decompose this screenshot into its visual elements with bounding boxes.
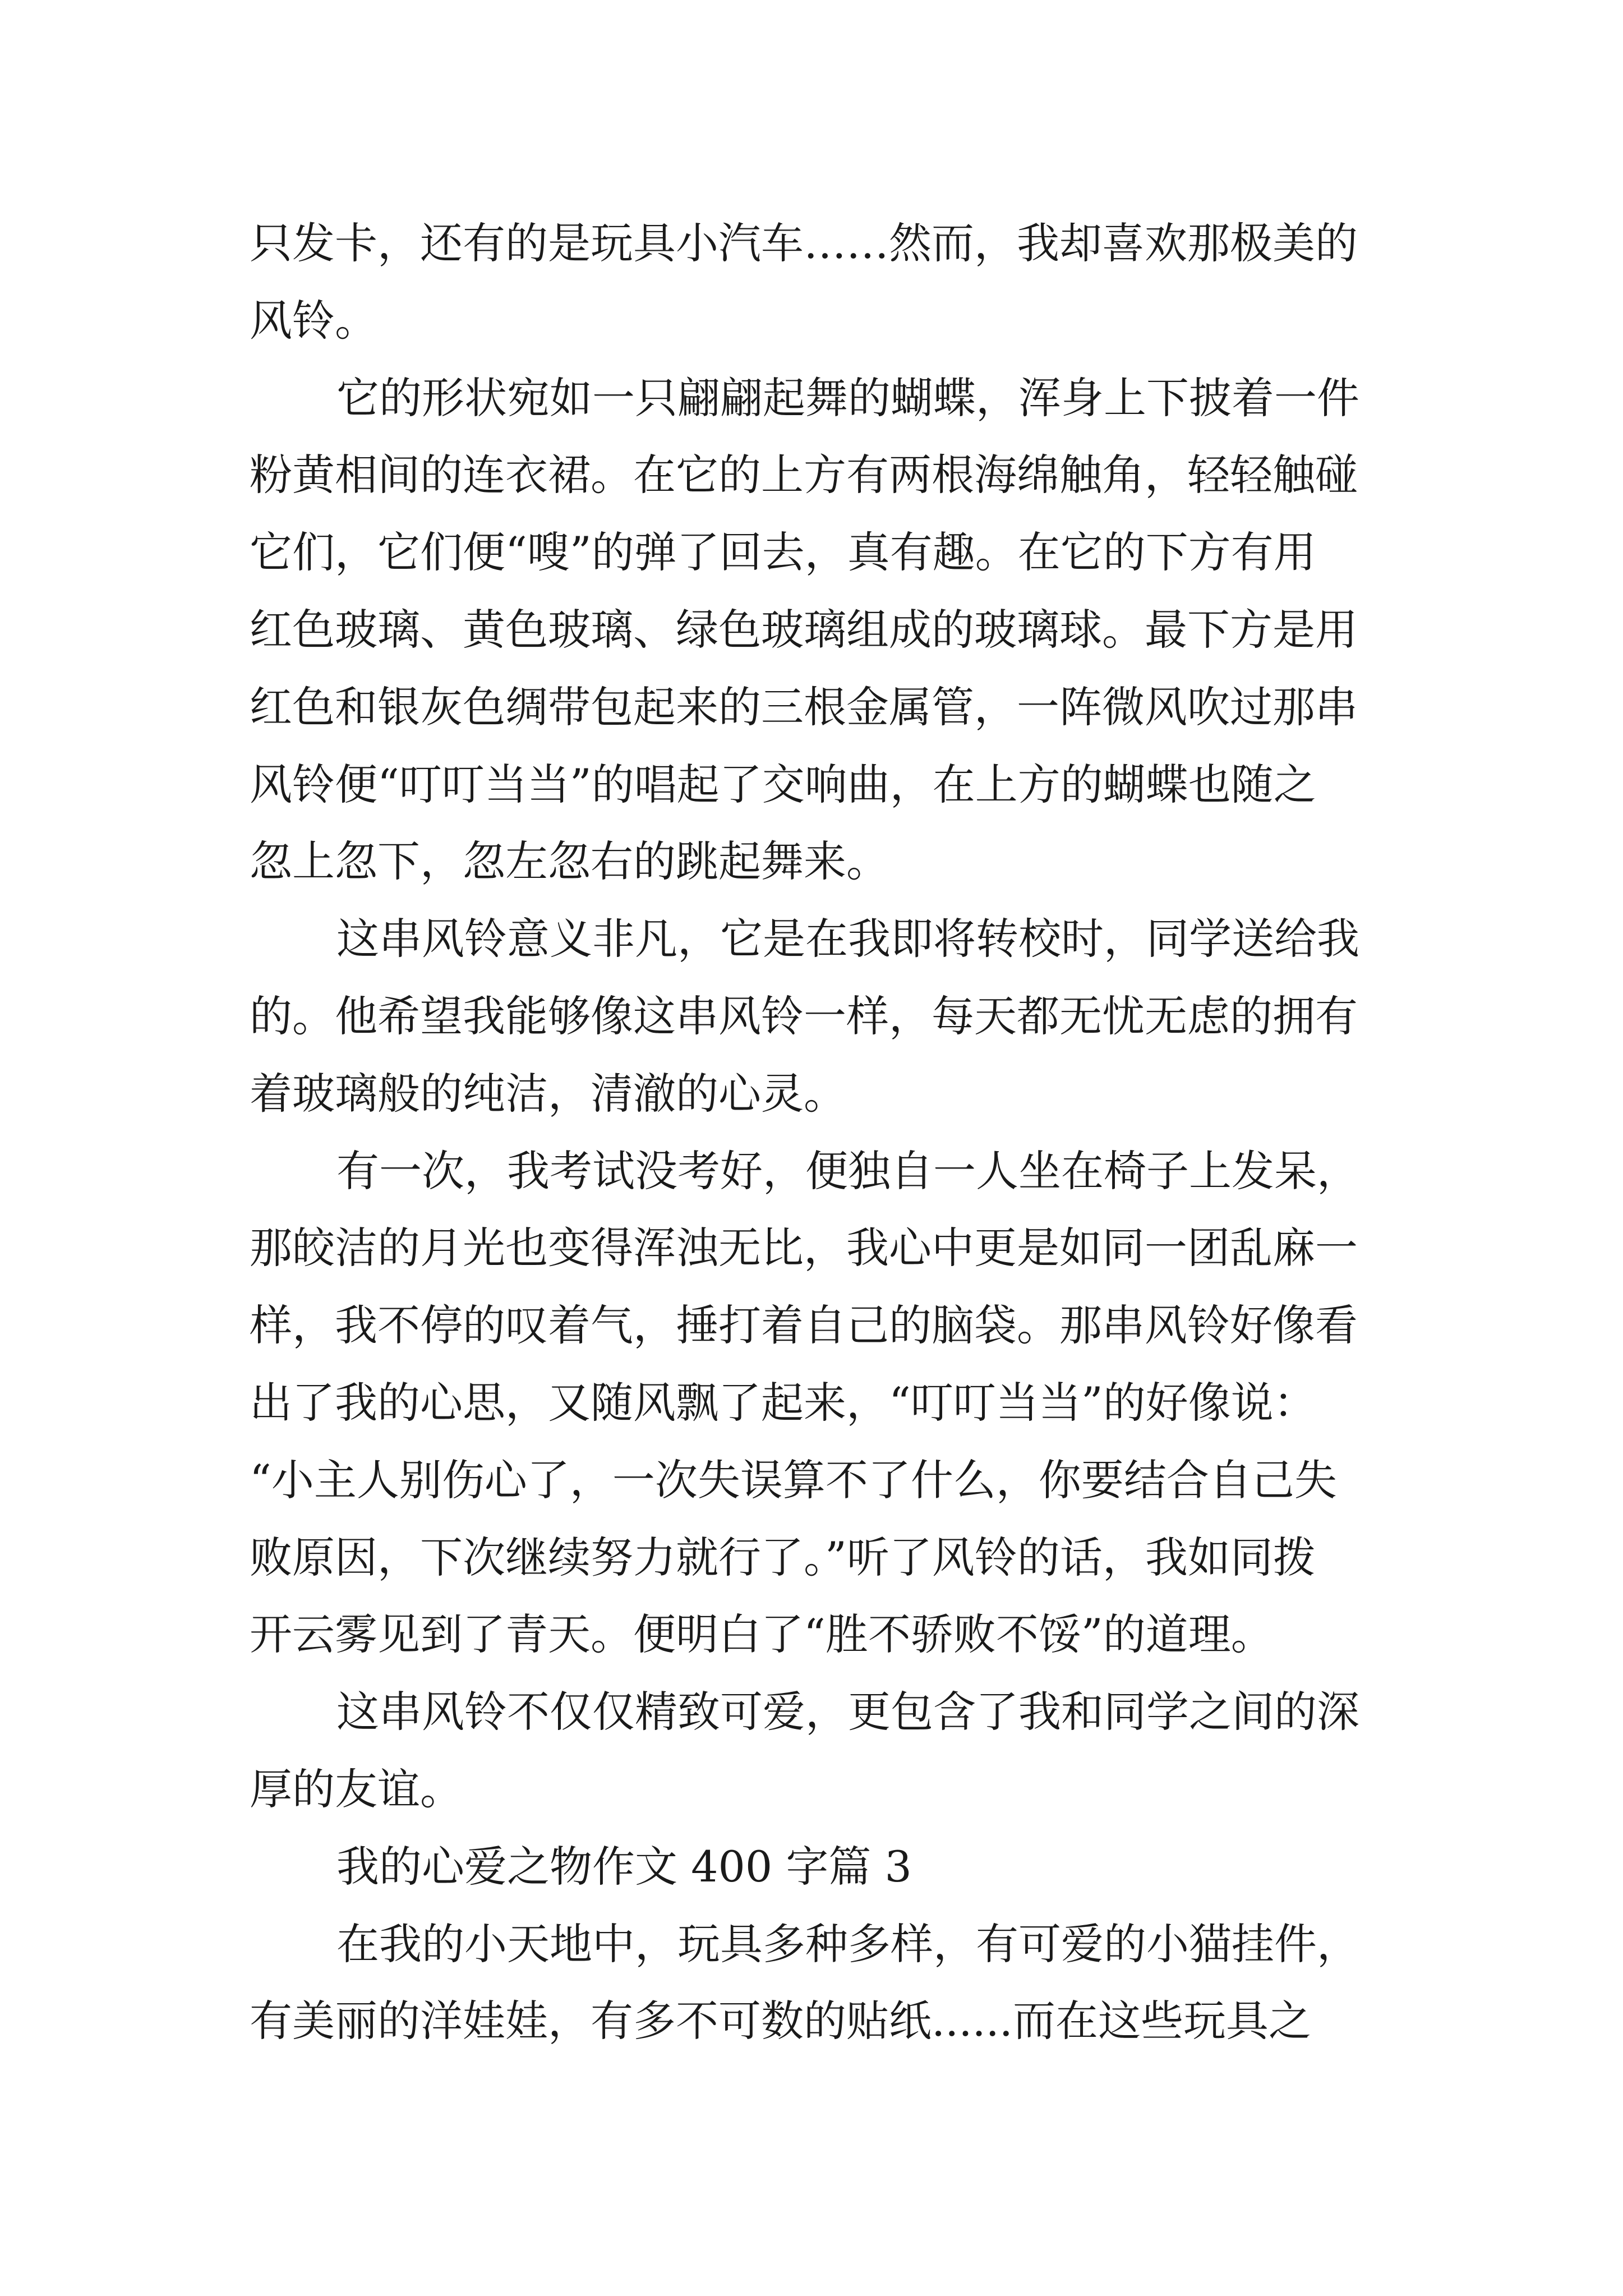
text-line: 风铃便“叮叮当当”的唱起了交响曲，在上方的蝴蝶也随之	[250, 760, 1316, 809]
text-line: 的。他希望我能够像这串风铃一样，每天都无忧无虑的拥有	[250, 991, 1358, 1041]
text-line: 败原因，下次继续努力就行了。”听了风铃的话，我如同拨	[250, 1533, 1316, 1582]
text-line: 风铃。	[250, 296, 377, 346]
text-line: 忽上忽下，忽左忽右的跳起舞来。	[250, 836, 889, 886]
text-line: “小主人别伤心了，一次失误算不了什么，你要结合自己失	[250, 1455, 1337, 1505]
paragraph-first-line: 这串风铃不仅仅精致可爱，更包含了我和同学之间的深	[336, 1687, 1359, 1737]
section-heading: 我的心爱之物作文 400 字篇 3	[336, 1842, 912, 1892]
text-line: 样，我不停的叹着气，捶打着自己的脑袋。那串风铃好像看	[250, 1300, 1358, 1350]
paragraph-first-line: 在我的小天地中，玩具多种多样，有可爱的小猫挂件，	[336, 1919, 1359, 1969]
text-line: 只发卡，还有的是玩具小汽车……然而，我却喜欢那极美的	[250, 218, 1358, 268]
text-line: 粉黄相间的连衣裙。在它的上方有两根海绵触角，轻轻触碰	[250, 450, 1358, 500]
text-line: 那皎洁的月光也变得浑浊无比，我心中更是如同一团乱麻一	[250, 1223, 1358, 1273]
text-line: 出了我的心思，又随风飘了起来，“叮叮当当”的好像说：	[250, 1378, 1316, 1428]
text-line: 厚的友谊。	[250, 1764, 463, 1814]
paragraph-first-line: 这串风铃意义非凡，它是在我即将转校时，同学送给我	[336, 914, 1359, 964]
paragraph-first-line: 有一次，我考试没考好，便独自一人坐在椅子上发呆，	[336, 1146, 1359, 1196]
text-line: 着玻璃般的纯洁，清澈的心灵。	[250, 1069, 846, 1119]
text-line: 有美丽的洋娃娃，有多不可数的贴纸......而在这些玩具之	[250, 1996, 1311, 2046]
text-line: 红色玻璃、黄色玻璃、绿色玻璃组成的玻璃球。最下方是用	[250, 605, 1358, 655]
text-line: 红色和银灰色绸带包起来的三根金属管，一阵微风吹过那串	[250, 682, 1358, 732]
paragraph-first-line: 它的形状宛如一只翩翩起舞的蝴蝶，浑身上下披着一件	[336, 373, 1359, 423]
text-line: 开云雾见到了青天。便明白了“胜不骄败不馁”的道理。	[250, 1609, 1274, 1659]
text-line: 它们，它们便“嗖”的弹了回去，真有趣。在它的下方有用	[250, 527, 1316, 577]
